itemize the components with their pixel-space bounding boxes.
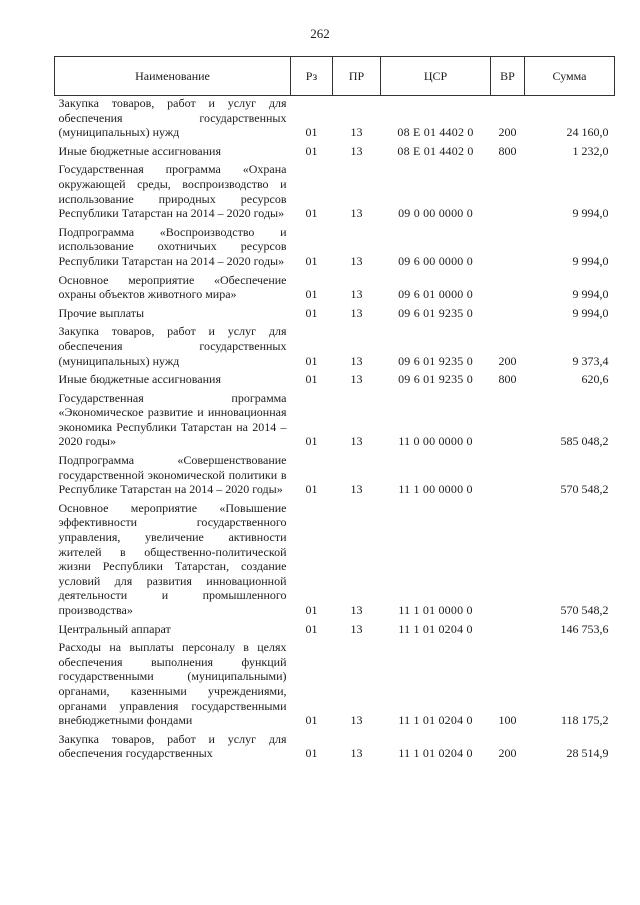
- row-rz: 01: [305, 353, 318, 368]
- row-pr: 13: [350, 621, 363, 636]
- row-sum: 118 175,2: [560, 713, 609, 728]
- row-csr: 09 6 01 0000 0: [398, 287, 473, 302]
- table-header: [55, 57, 615, 96]
- row-csr: 08 Е 01 4402 0: [397, 143, 474, 158]
- row-csr: 11 1 01 0204 0: [398, 621, 473, 636]
- header-csr: ЦСР: [381, 57, 491, 96]
- row-csr: 09 6 01 9235 0: [398, 305, 473, 320]
- row-csr: 11 1 01 0204 0: [398, 746, 473, 761]
- row-vr: 100: [498, 713, 517, 728]
- row-rz: 01: [305, 206, 318, 221]
- row-pr: 13: [350, 125, 363, 140]
- table-row: [55, 324, 615, 372]
- row-name: Закупка товаров, работ и услуг для обеспечения государственных (муниципальных) нужд: [58, 324, 287, 368]
- row-vr: 200: [498, 746, 517, 761]
- row-csr: 11 1 00 0000 0: [398, 482, 473, 497]
- table-row: [55, 96, 615, 144]
- row-csr: 11 1 01 0204 0: [398, 713, 473, 728]
- table-row: [55, 640, 615, 732]
- row-vr: [491, 391, 525, 453]
- row-pr: 13: [350, 253, 363, 268]
- row-pr: 13: [350, 482, 363, 497]
- table-row: [55, 306, 615, 325]
- row-rz: 01: [305, 253, 318, 268]
- header-sum: Сумма: [525, 57, 615, 96]
- row-name: Иные бюджетные ассигнования: [58, 372, 221, 387]
- row-vr: 800: [498, 372, 517, 387]
- row-pr: 13: [350, 746, 363, 761]
- row-name: Центральный аппарат: [58, 621, 171, 636]
- header-rz: Рз: [291, 57, 333, 96]
- row-sum: 9 994,0: [572, 305, 609, 320]
- row-rz: 01: [305, 621, 318, 636]
- row-pr: 13: [350, 287, 363, 302]
- row-vr: [491, 622, 525, 641]
- row-pr: 13: [350, 353, 363, 368]
- row-sum: 9 373,4: [572, 353, 609, 368]
- row-name: Основное мероприятие «Обеспечение охраны объектов животного мира»: [58, 272, 287, 302]
- row-sum: 1 232,0: [572, 143, 609, 158]
- row-vr: 200: [498, 353, 517, 368]
- row-name: Расходы на выплаты персоналу в целях обеспечения выполнения функций государственными (муниципальными) органами, казенными учреждениями, органами управления государственными внебюджетными фондами: [58, 640, 287, 728]
- row-pr: 13: [350, 713, 363, 728]
- budget-table: [54, 56, 615, 765]
- row-name: Подпрограмма «Воспроизводство и использование охотничьих ресурсов Республики Татарстан на 2014 – 2020 годы»: [58, 224, 287, 268]
- row-name: Государственная программа «Экономическое развитие и инновационная экономика Республики Татарстан на 2014 – 2020 годы»: [58, 390, 287, 449]
- row-rz: 01: [305, 482, 318, 497]
- row-name: Закупка товаров, работ и услуг для обеспечения государственных: [58, 731, 287, 761]
- row-name: Государственная программа «Охрана окружающей среды, воспроизводство и использование природных ресурсов Республики Татарстан на 2014 – 2020 годы»: [58, 162, 287, 221]
- row-rz: 01: [305, 713, 318, 728]
- row-pr: 13: [350, 603, 363, 617]
- row-csr: 09 6 01 9235 0: [398, 372, 473, 387]
- row-rz: 01: [305, 125, 318, 140]
- header-vr: ВР: [491, 57, 525, 96]
- row-csr: 09 0 00 0000 0: [398, 206, 473, 221]
- row-vr: [491, 162, 525, 224]
- row-sum: 585 048,2: [560, 434, 609, 449]
- row-sum: 9 994,0: [572, 287, 609, 302]
- row-vr: [491, 306, 525, 325]
- table-body: [55, 96, 615, 765]
- table-row: [55, 144, 615, 163]
- table-row: [55, 162, 615, 224]
- row-rz: 01: [305, 143, 318, 158]
- row-pr: 13: [350, 434, 363, 449]
- row-name: Основное мероприятие «Повышение эффективности государственного управления, увеличение активности жителей в общественно-политической жизни Республики Татарстан, создание условий для развития инновационной деятельности и промышленного производства»: [58, 500, 287, 617]
- row-rz: 01: [305, 287, 318, 302]
- header-row: [55, 57, 615, 96]
- row-sum: 24 160,0: [566, 125, 609, 140]
- row-rz: 01: [305, 603, 318, 617]
- row-sum: 146 753,6: [560, 621, 609, 636]
- row-sum: 620,6: [581, 372, 609, 387]
- header-pr: ПР: [333, 57, 381, 96]
- row-pr: 13: [350, 143, 363, 158]
- table-row: [55, 273, 615, 306]
- page-number: 262: [310, 26, 330, 41]
- table-row: [55, 391, 615, 453]
- table-row: [55, 732, 615, 765]
- table-row: [55, 501, 615, 622]
- row-csr: 08 Е 01 4402 0: [397, 125, 474, 140]
- row-name: Иные бюджетные ассигнования: [58, 143, 221, 158]
- row-sum: 570 548,2: [560, 482, 609, 497]
- row-csr: 09 6 01 9235 0: [398, 353, 473, 368]
- row-vr: 200: [498, 125, 517, 140]
- row-rz: 01: [305, 305, 318, 320]
- table-row: [55, 622, 615, 641]
- row-pr: 13: [350, 305, 363, 320]
- row-vr: 800: [498, 143, 517, 158]
- row-csr: 11 0 00 0000 0: [398, 434, 473, 449]
- table-row: [55, 225, 615, 273]
- row-sum: 28 514,9: [566, 746, 609, 761]
- row-sum: 9 994,0: [572, 253, 609, 268]
- row-vr: [491, 453, 525, 501]
- row-sum: 9 994,0: [572, 206, 609, 221]
- row-vr: [491, 273, 525, 306]
- row-sum: 570 548,2: [560, 603, 609, 617]
- table-row: [55, 453, 615, 501]
- row-name: Прочие выплаты: [58, 305, 145, 320]
- row-csr: 11 1 01 0000 0: [398, 603, 473, 617]
- row-name: Закупка товаров, работ и услуг для обеспечения государственных (муниципальных) нужд: [58, 96, 287, 140]
- row-rz: 01: [305, 372, 318, 387]
- table-row: [55, 372, 615, 391]
- row-name: Подпрограмма «Совершенствование государственной экономической политики в Республике Татарстан на 2014 – 2020 годы»: [58, 453, 287, 497]
- row-vr: [491, 501, 525, 622]
- header-name: Наименование: [55, 57, 291, 96]
- row-vr: [491, 225, 525, 273]
- row-pr: 13: [350, 206, 363, 221]
- row-rz: 01: [305, 434, 318, 449]
- row-csr: 09 6 00 0000 0: [398, 253, 473, 268]
- row-pr: 13: [350, 372, 363, 387]
- row-rz: 01: [305, 746, 318, 761]
